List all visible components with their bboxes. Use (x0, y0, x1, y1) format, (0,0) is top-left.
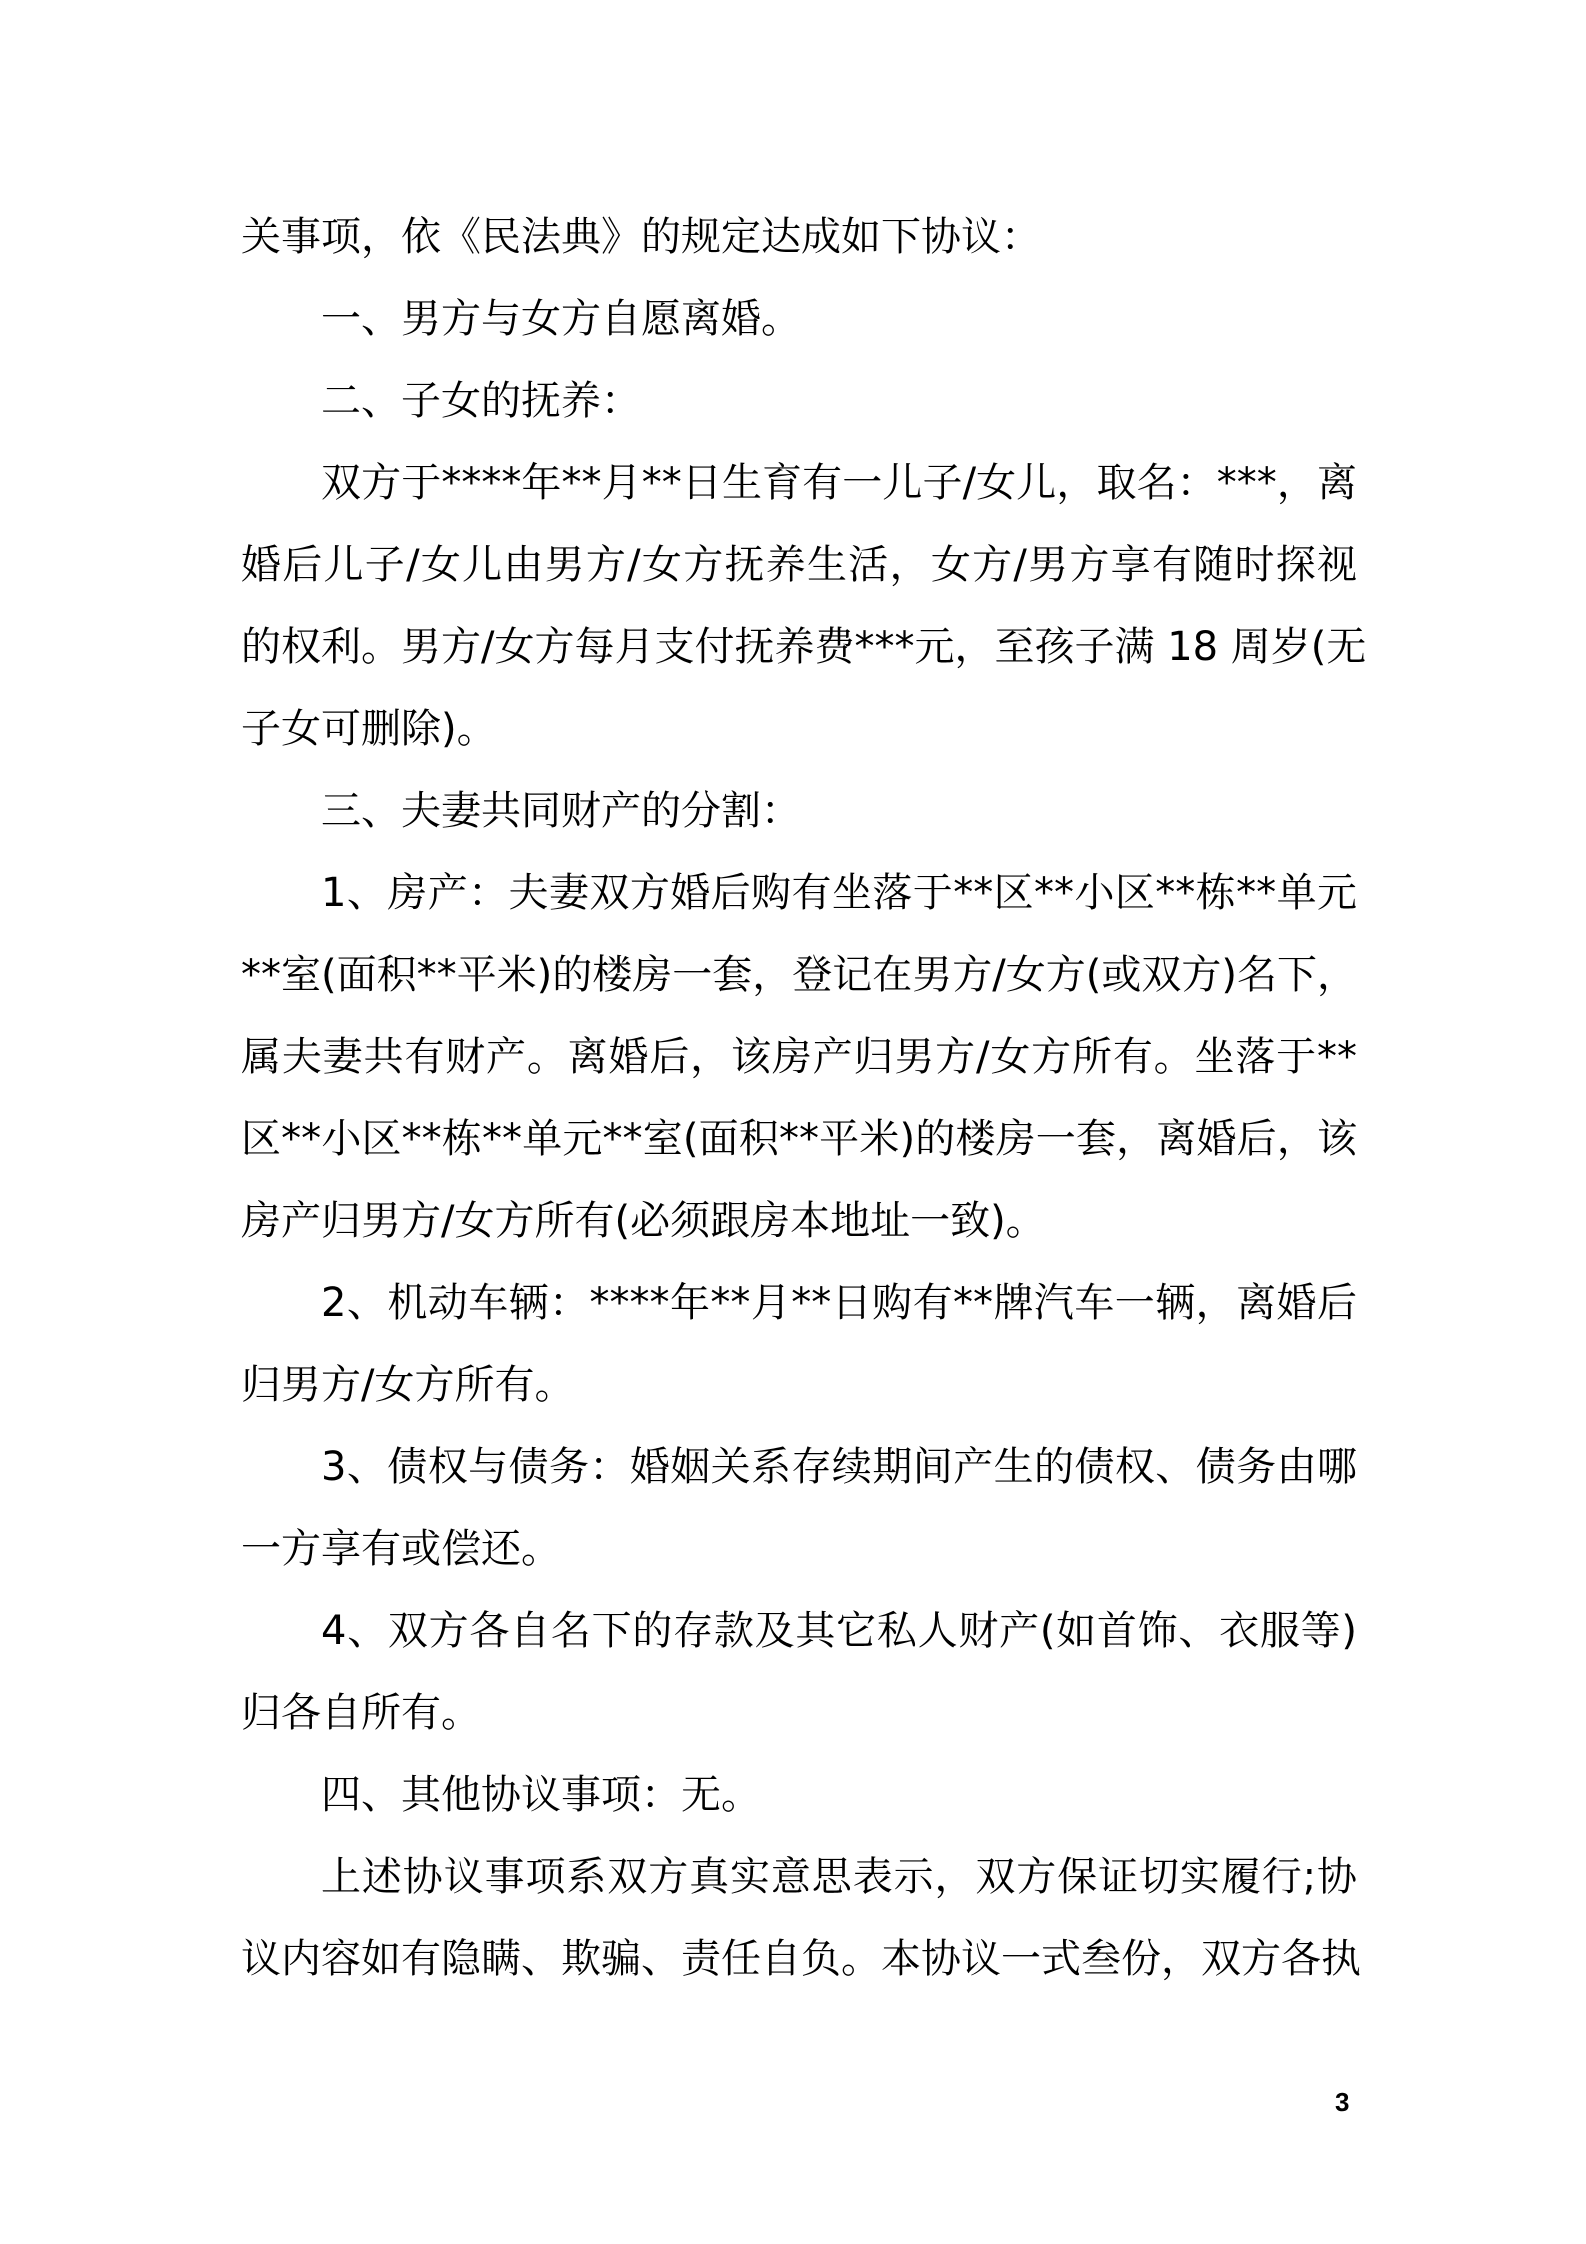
text-line-15: 归男方/女方所有。 (241, 1362, 575, 1408)
page-number: 3 (1335, 2087, 1350, 2117)
text-line-7: 子女可删除)。 (241, 706, 497, 752)
text-line-12: 区**小区**栋**单元**室(面积**平米)的楼房一套，离婚后，该 (241, 1116, 1357, 1162)
text-line-16: 3、债权与债务：婚姻关系存续期间产生的债权、债务由哪 (321, 1444, 1357, 1490)
text-line-3: 二、子女的抚养： (321, 378, 641, 424)
text-line-10: **室(面积**平米)的楼房一套，登记在男方/女方(或双方)名下， (241, 952, 1357, 998)
text-line-19: 归各自所有。 (241, 1690, 481, 1736)
text-line-6: 的权利。男方/女方每月支付抚养费***元，至孩子满 18 周岁(无 (241, 624, 1367, 670)
text-line-8: 三、夫妻共同财产的分割： (321, 788, 801, 834)
text-line-5: 婚后儿子/女儿由男方/女方抚养生活，女方/男方享有随时探视 (241, 542, 1357, 588)
text-line-18: 4、双方各自名下的存款及其它私人财产(如首饰、衣服等) (321, 1608, 1357, 1654)
text-line-22: 议内容如有隐瞒、欺骗、责任自负。本协议一式叁份，双方各执 (241, 1936, 1361, 1982)
text-line-9: 1、房产：夫妻双方婚后购有坐落于**区**小区**栋**单元 (321, 870, 1357, 916)
text-line-13: 房产归男方/女方所有(必须跟房本地址一致)。 (241, 1198, 1046, 1244)
text-line-4: 双方于****年**月**日生育有一儿子/女儿，取名：***，离 (321, 460, 1357, 506)
text-line-2: 一、男方与女方自愿离婚。 (321, 296, 801, 342)
text-line-1: 关事项，依《民法典》的规定达成如下协议： (241, 214, 1041, 260)
text-line-11: 属夫妻共有财产。离婚后，该房产归男方/女方所有。坐落于** (241, 1034, 1357, 1080)
text-line-21: 上述协议事项系双方真实意思表示，双方保证切实履行;协 (321, 1854, 1357, 1900)
text-line-17: 一方享有或偿还。 (241, 1526, 561, 1572)
agreement-body (241, 196, 1367, 2000)
text-line-14: 2、机动车辆：****年**月**日购有**牌汽车一辆，离婚后 (321, 1280, 1357, 1326)
text-line-20: 四、其他协议事项：无。 (321, 1772, 761, 1818)
